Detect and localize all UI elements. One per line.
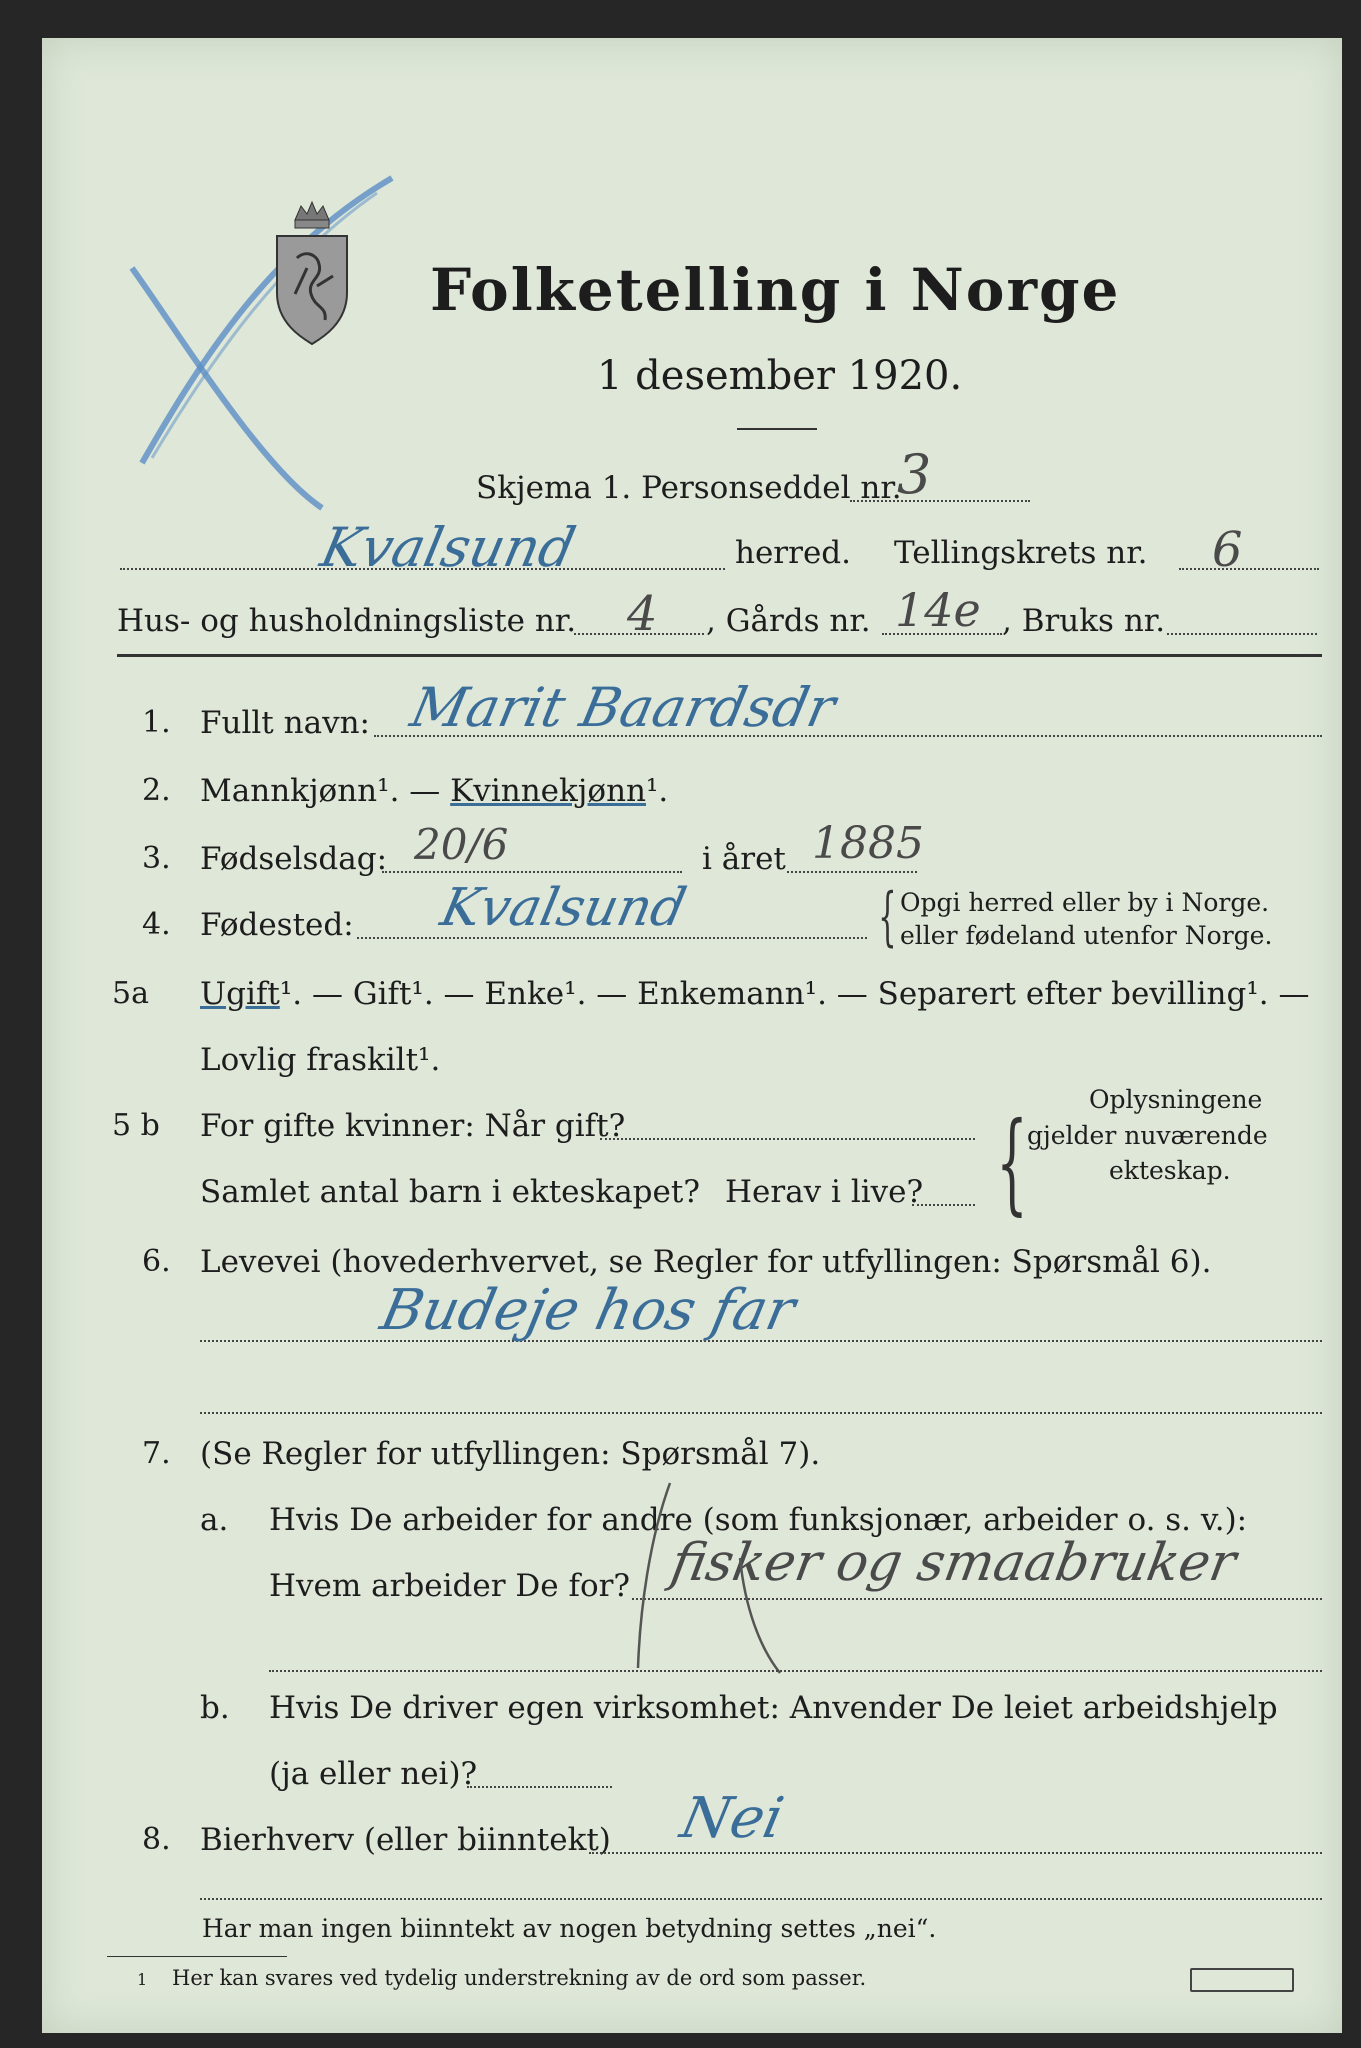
footnote-divider bbox=[107, 1956, 287, 1957]
skjema-line bbox=[850, 500, 1030, 502]
q8-line bbox=[589, 1852, 1322, 1854]
q6-number: 6. bbox=[142, 1244, 171, 1279]
q4-note-1: Opgi herred eller by i Norge. bbox=[900, 888, 1270, 917]
personseddel-number: 3 bbox=[897, 443, 932, 506]
q8-label: Bierhverv (eller biinntekt) bbox=[200, 1822, 611, 1858]
option-mannkjonn: Mannkjønn¹. — bbox=[200, 773, 451, 809]
full-name-value: Marit Baardsdr bbox=[405, 676, 841, 739]
q7b-line2: (ja eller nei)? bbox=[269, 1756, 478, 1792]
form-date: 1 desember 1920. bbox=[597, 353, 963, 399]
q5b-brace: { bbox=[996, 1098, 1028, 1226]
q5b-note-1: Oplysningene bbox=[1089, 1085, 1263, 1114]
q8-line2 bbox=[200, 1898, 1322, 1900]
herred-label: herred. bbox=[735, 535, 851, 571]
q5b-line2b: Herav i live? bbox=[725, 1174, 924, 1210]
q2-number: 2. bbox=[142, 773, 171, 808]
q7-number: 7. bbox=[142, 1436, 171, 1471]
q5b-line1: For gifte kvinner: Når gift? bbox=[200, 1108, 626, 1144]
q1-label: Fullt navn: bbox=[200, 705, 370, 741]
birthplace-value: Kvalsund bbox=[435, 878, 692, 938]
secondary-income-value: Nei bbox=[675, 1786, 789, 1851]
q5b-line1-dots bbox=[600, 1138, 975, 1140]
q5a-line1: ¹. — Gift¹. — Enke¹. — Enkemann¹. — Separert efter bevilling¹. — bbox=[279, 976, 1310, 1012]
herred-value: Kvalsund bbox=[315, 516, 581, 579]
q6-label: Levevei (hovederhvervet, se Regler for utfyllingen: Spørsmål 6). bbox=[200, 1244, 1212, 1280]
q3-line bbox=[382, 871, 682, 873]
blue-pencil-cross-mark bbox=[112, 138, 412, 518]
q5a-line2: Lovlig fraskilt¹. bbox=[200, 1042, 441, 1078]
q6-line2 bbox=[200, 1412, 1322, 1414]
option-kvinnekjonn-underlined: Kvinnekjønn bbox=[450, 773, 646, 809]
birth-year-value: 1885 bbox=[812, 818, 924, 869]
q7a-line1: Hvis De arbeider for andre (som funksjonær, arbeider o. s. v.): bbox=[269, 1502, 1248, 1538]
census-form bbox=[42, 38, 1342, 2033]
hus-label: Hus- og husholdningsliste nr. bbox=[117, 603, 577, 639]
q3-number: 3. bbox=[142, 841, 171, 876]
option-ugift-underlined: Ugift bbox=[200, 976, 280, 1012]
q5b-note-2: gjelder nuværende bbox=[1027, 1121, 1268, 1150]
gards-label: , Gårds nr. bbox=[706, 603, 871, 639]
q7a-line2: Hvem arbeider De for? bbox=[269, 1568, 631, 1604]
form-title: Folketelling i Norge bbox=[430, 256, 1121, 324]
q7a-letter: a. bbox=[200, 1502, 229, 1538]
option-footnote-mark: ¹. bbox=[646, 773, 669, 809]
q5b-line2a: Samlet antal barn i ekteskapet? bbox=[200, 1174, 700, 1210]
birthday-value: 20/6 bbox=[414, 820, 509, 869]
bruks-line bbox=[1167, 633, 1317, 635]
q4-brace: { bbox=[878, 880, 897, 954]
biinntekt-note: Har man ingen biinntekt av nogen betydning settes „nei“. bbox=[202, 1914, 937, 1943]
header-divider bbox=[117, 654, 1322, 657]
q5b-number: 5 b bbox=[112, 1108, 160, 1143]
bruks-label: , Bruks nr. bbox=[1002, 603, 1166, 639]
q7b-line1: Hvis De driver egen virksomhet: Anvender De leiet arbeidshjelp bbox=[269, 1690, 1278, 1726]
q7b-line2-dots bbox=[467, 1786, 612, 1788]
q4-number: 4. bbox=[142, 907, 171, 942]
q5a-options bbox=[200, 976, 1309, 1012]
q7b-letter: b. bbox=[200, 1690, 230, 1726]
q3-year-label: i året bbox=[702, 841, 786, 877]
q3-label: Fødselsdag: bbox=[200, 841, 388, 877]
occupation-value: Budeje hos far bbox=[375, 1278, 801, 1343]
skjema-label: Skjema 1. Personseddel nr. bbox=[476, 470, 902, 506]
gards-value: 14e bbox=[895, 583, 981, 637]
title-divider bbox=[737, 428, 817, 430]
footnote-text: Her kan svares ved tydelig understrekning av de ord som passer. bbox=[172, 1966, 867, 1990]
q7a-line3 bbox=[269, 1670, 1322, 1672]
q1-number: 1. bbox=[142, 705, 171, 740]
q7-label: (Se Regler for utfyllingen: Spørsmål 7). bbox=[200, 1436, 821, 1472]
q2-options bbox=[200, 773, 668, 809]
printer-stamp bbox=[1190, 1968, 1294, 1992]
q4-note-2: eller fødeland utenfor Norge. bbox=[900, 921, 1273, 950]
q3-year-line bbox=[787, 871, 917, 873]
norwegian-coat-of-arms-icon bbox=[267, 198, 357, 348]
tellingskrets-label: Tellingskrets nr. bbox=[894, 535, 1148, 571]
tellingskrets-value: 6 bbox=[1212, 522, 1243, 578]
hus-value: 4 bbox=[627, 586, 658, 642]
employer-value: fisker og smaabruker bbox=[666, 1533, 1241, 1593]
footnote-mark: 1 bbox=[137, 1970, 148, 1989]
tellingskrets-line bbox=[1179, 568, 1319, 570]
q5a-number: 5a bbox=[112, 976, 149, 1011]
q5b-line2-dots bbox=[912, 1204, 975, 1206]
employer-pen-stroke bbox=[620, 1478, 840, 1678]
q5b-note-3: ekteskap. bbox=[1109, 1156, 1231, 1185]
q8-number: 8. bbox=[142, 1822, 171, 1857]
q4-label: Fødested: bbox=[200, 907, 354, 943]
